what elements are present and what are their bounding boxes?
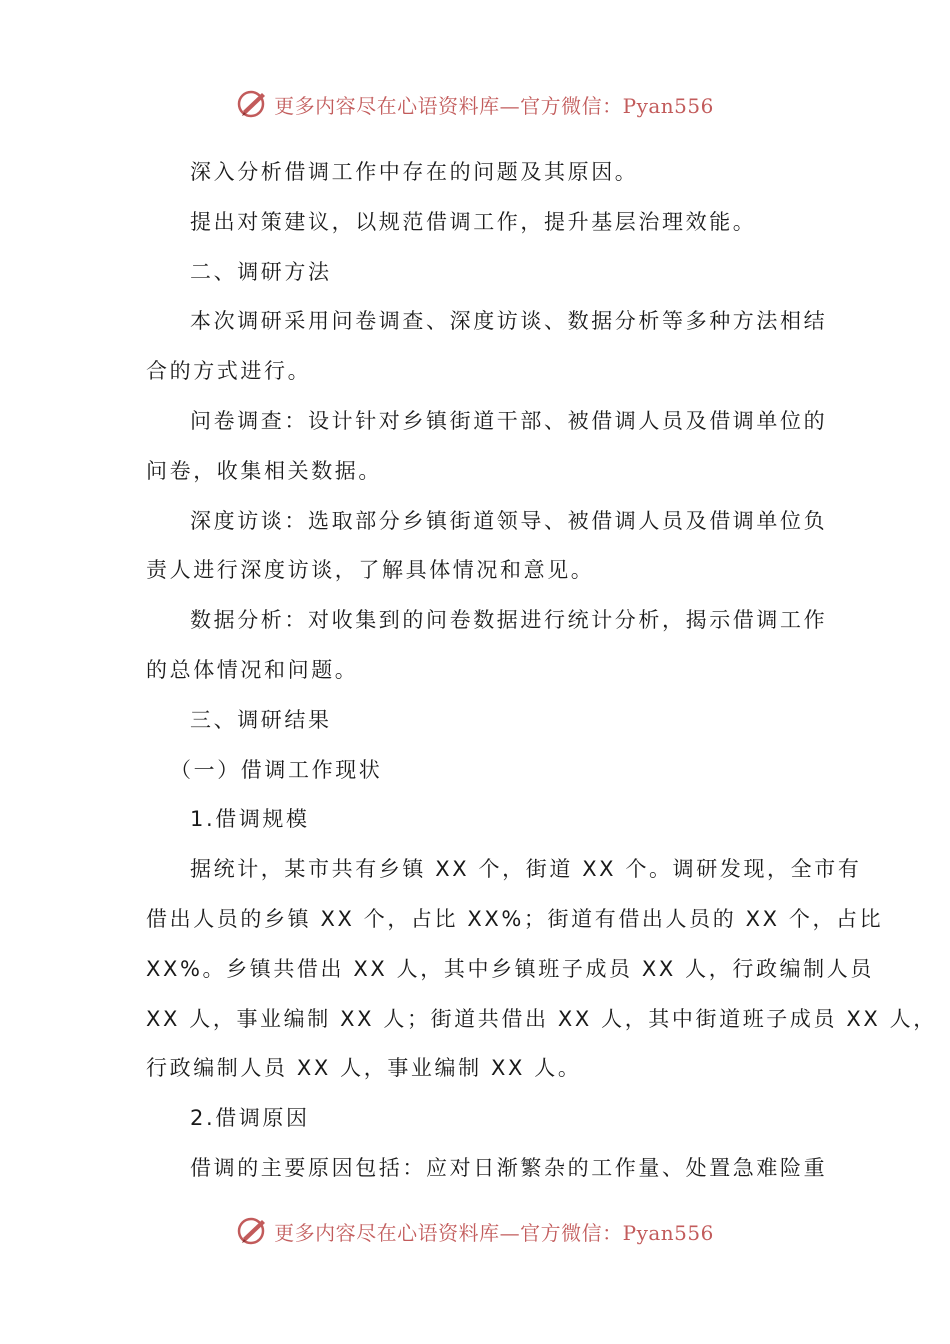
paragraph-line: 提出对策建议，以规范借调工作，提升基层治理效能。 bbox=[190, 209, 757, 234]
paragraph-line: XX 人，事业编制 XX 人；街道共借出 XX 人，其中街道班子成员 XX 人， bbox=[146, 1006, 937, 1031]
watermark-text: 更多内容尽在心语资料库—官方微信：Pyan556 bbox=[274, 93, 714, 118]
watermark-text: 更多内容尽在心语资料库—官方微信：Pyan556 bbox=[274, 1220, 714, 1245]
pen-logo-icon bbox=[236, 87, 270, 121]
section-heading: 二、调研方法 bbox=[190, 259, 332, 284]
paragraph-line: XX%。乡镇共借出 XX 人，其中乡镇班子成员 XX 人，行政编制人员 bbox=[146, 956, 874, 981]
paragraph-line: 借出人员的乡镇 XX 个，占比 XX%；街道有借出人员的 XX 个，占比 bbox=[146, 906, 884, 931]
section-heading: 三、调研结果 bbox=[190, 707, 332, 732]
paragraph-line: 责人进行深度访谈，了解具体情况和意见。 bbox=[146, 558, 595, 583]
paragraph-line: 借调的主要原因包括：应对日渐繁杂的工作量、处置急难险重 bbox=[190, 1155, 828, 1180]
item-heading: 2.借调原因 bbox=[190, 1106, 310, 1131]
paragraph-line: 据统计，某市共有乡镇 XX 个，街道 XX 个。调研发现，全市有 bbox=[190, 857, 862, 882]
paragraph-line: 合的方式进行。 bbox=[146, 359, 312, 384]
paragraph-line: 的总体情况和问题。 bbox=[146, 657, 359, 682]
paragraph-line: 数据分析：对收集到的问卷数据进行统计分析，揭示借调工作 bbox=[190, 608, 828, 633]
watermark-header bbox=[0, 84, 950, 124]
document-body bbox=[146, 148, 937, 1194]
paragraph-line: 问卷调查：设计针对乡镇街道干部、被借调人员及借调单位的 bbox=[190, 408, 828, 433]
paragraph-line: 深度访谈：选取部分乡镇街道领导、被借调人员及借调单位负 bbox=[190, 508, 828, 533]
paragraph-line: 本次调研采用问卷调查、深度访谈、数据分析等多种方法相结 bbox=[190, 309, 828, 334]
item-heading: 1.借调规模 bbox=[190, 807, 310, 832]
paragraph-line: 问卷，收集相关数据。 bbox=[146, 458, 382, 483]
paragraph-line: 行政编制人员 XX 人，事业编制 XX 人。 bbox=[146, 1056, 582, 1081]
subsection-heading: （一）借调工作现状 bbox=[170, 757, 383, 782]
pen-logo-icon bbox=[236, 1214, 270, 1248]
watermark-footer bbox=[0, 1211, 950, 1251]
paragraph-line: 深入分析借调工作中存在的问题及其原因。 bbox=[190, 160, 639, 184]
